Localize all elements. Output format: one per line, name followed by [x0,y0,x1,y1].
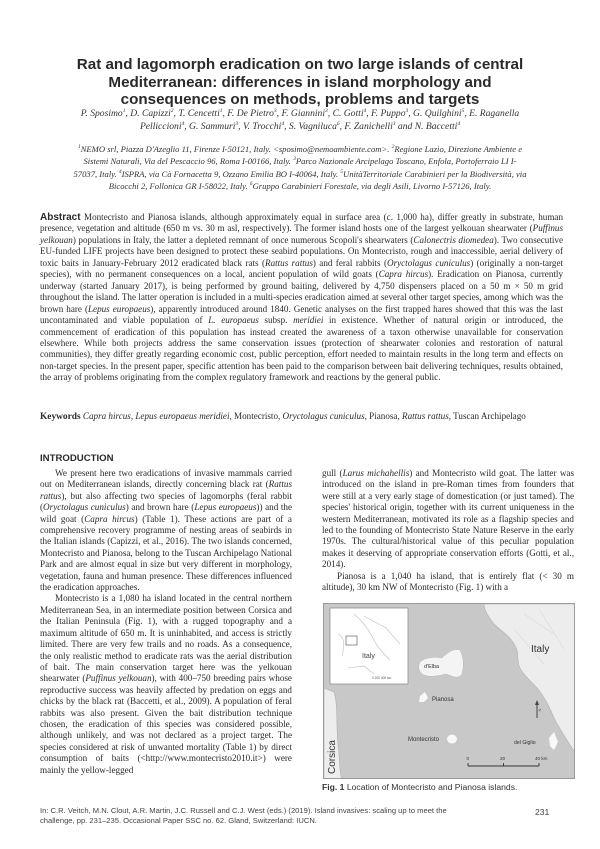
affiliation: UnitàTerritoriale Carabinieri per la Biodiversità, via Bicocchi 2, Follonica GR I-58022, Italy. [108,168,527,191]
montecristo-island [447,735,457,744]
author: T. Cencetti$^1$ [178,107,223,119]
author: G. Sammuri$^3$ [189,121,239,133]
text-run: ) populations in Italy, the latter a depleted remnant of once numerous Scopoli's shearwaters ( [72,234,414,245]
author: S. Vagniluca$^6$ [288,121,340,133]
author: F. De Pietro$^3$ [227,107,277,119]
italic-term: L. europaeus [208,315,259,326]
figure-location-map [323,603,575,779]
italic-term: Rattus rattus, [402,411,452,421]
page-number: 231 [535,807,550,817]
author: F. Zanichelli$^3$ [344,121,396,133]
left-column [40,468,292,776]
affiliation-mark: 2 [391,144,395,151]
text-run: ), with 400–750 breeding pairs whose reproductive success was heavily affected by predation on eggs and chicks by the black rat (Baccetti, et al., 2009). A population of feral rabbits was also present. Given the bait distribution technique chosen, the eradication of this species was considered possible, although unlikely, and was not declared as a project target. The species considered at risk of unwanted mortality (Table 1) by direct consumption of baits (<http://www.montecristo2010.it>) were mainly the yellow-legged [40,673,292,775]
text-run: ) and feral rabbits ( [312,257,387,268]
italic-term: Puffinus yelkouan [85,673,152,684]
author: P. Sposimo$^1$ [80,107,126,119]
paragraph [40,593,292,776]
text-run: )) and the wild goat ( [40,502,292,524]
author: F. Giannini$^3$ [281,107,328,119]
author-affiliation-mark: 4 [281,121,285,128]
italic-term: meridiei [293,315,324,326]
italic-term: Lepus europaeus [87,303,151,314]
author-affiliation-mark: 3 [392,121,396,128]
keywords-label: Keywords [40,412,81,422]
author-affiliation-mark: 4 [181,121,185,128]
italic-term: Capra hircus [84,513,135,524]
paper-title: Rat and lagomorph eradication on two large islands of central Mediterranean: differences in island morphology and consequences on methods, problems and targets [76,56,524,108]
label-corsica: Corsica [327,740,338,774]
author-list: P. Sposimo$^1$, D. Capizzi$^2$, T. Cencetti$^1$, F. De Pietro$^3$, F. Giannini$^3$, C. Gotti$^4$, F. Puppo$^3$, G. Quilghini$^5$, E. Raganella Pelliccioni$^4$, G. Sammuri$^3$, V. Trocchi$^4$, S. Vagniluca$^6$, F. Zanichelli$^3$ and N. Baccetti$^4$ [80,107,520,133]
inset-map [330,608,408,684]
italic-term: Oryctolagus cuniculus, [282,411,367,421]
paragraph [322,468,574,571]
author-affiliation-mark: 2 [170,107,174,114]
italic-term: Oryctolagus cuniculus [387,257,471,268]
affiliation: Parco Nazionale Arcipelago Toscano, Enfola, Portoferraio LI I-57037, Italy. [73,156,517,179]
affiliation: ISPRA, via Cà Fornacetta 9, Ozzano Emilia BO I-40064, Italy. [121,168,341,179]
citation-footer: In: C.R. Veitch, M.N. Clout, A.R. Martin, J.C. Russell and C.J. West (eds.) (2019). Island invasives: scaling up to meet the challenge, pp. 231–235. Occasional Paper SSC no. 62. Gland, Switzerland: IUCN. [40,806,447,825]
italic-term: Calonectris diomedea [413,234,494,245]
figure-caption-text: Location of Montecristo and Pianosa islands. [344,782,518,792]
author: V. Trocchi$^4$ [242,121,285,133]
author: D. Capizzi$^2$ [130,107,174,119]
author-affiliation-mark: 5 [461,107,465,114]
text-run: ). Two consecutive EU-funded LIFE projects have been designed to protect these seabird populations. On Montecristo, rough and inaccessible, aerial delivery of toxic baits in January-February 2012 eradicated black rats ( [40,234,563,268]
text-run: gull ( [322,468,343,478]
scale-tick-0: 0 [466,756,470,761]
author: E. Raganella Pelliccioni$^4$ [139,108,520,133]
keywords-body [81,411,526,421]
scale-tick-40: 40 km [535,756,548,761]
affiliation-mark: 5 [340,168,343,175]
text-run: ). Eradication on Pianosa, currently underway (started January 2017), is being performed by ground baiting, delivered by 4,750 dispensers placed on a 50 m × 50 m grid throughout the island. The latter operation is included in a multi-species eradication aimed at several other target species, among which was the brown hare ( [40,269,563,314]
author-affiliation-mark: 3 [235,121,239,128]
affiliation: NEMO srl, Piazza D'Azeglio 11, Firenze I-50121, Italy. <sposimo@nemoambiente.com>. [80,144,392,154]
inset-label-italy: Italy [362,653,375,660]
label-giglio: del Giglio [514,740,536,746]
italic-term: Lepus europaeus [194,502,257,513]
paragraph [322,571,574,594]
affiliation-mark: 4 [118,168,122,175]
label-elba: d'Elba [424,664,440,670]
text-run: Montecristo and Pianosa islands, although approximately equal in surface area (c. 1,000 ha), differ greatly in substrate, human presence, vegetation and altitude (650 m vs. 30 m asl, respectively). The former island hosts one of the largest yelkouan shearwater ( [40,212,563,234]
scale-tick-20: 20 [500,756,506,761]
italic-term: Capra hircus, Lepus europaeus meridiei [82,411,230,421]
text-run: Montecristo is a 1,080 ha island located in the central northern Mediterranean Sea, in an intermediate position between Corsica and the Italian Peninsula (Fig. 1), with a rugged topography and a maximum altitude of 650 m. It is uninhabited, and access is strictly limited. There are very few trails and no roads. As a consequence, the only realistic method to eradicate rats was the aerial distribution of bait. The main conservation target here was the yelkouan shearwater ( [40,593,292,684]
italic-term: Rattus rattus [40,479,292,501]
label-pianosa: Pianosa [432,697,454,703]
italic-term: Rattus rattus [265,257,313,268]
inset-frame [330,608,408,684]
affiliation: Gruppo Carabinieri Forestale, via degli Asili, Livorno I-57126, Italy. [252,180,492,191]
abstract-body [40,212,563,382]
text-run: We present here two eradications of invasive mammals carried out on Mediterranean islands, directly concerning black rat ( [40,468,292,490]
author-affiliation-mark: 3 [325,107,328,114]
label-italy: Italy [531,644,550,655]
abstract-label: Abstract [40,212,81,223]
text-run: Pianosa is a 1,040 ha island, that is entirely flat (< 30 m altitude), 30 km NW of Montecristo (Fig. 1) with a [322,570,574,593]
text-run: , Montecristo, [229,411,283,421]
affiliation: Regione Lazio, Direzione Ambiente e Sistemi Naturali, Via del Pescaccio 96, Roma I-00166, Italy. [83,144,523,167]
inset-scale: 0 200 400 km [372,676,392,680]
text-run: ) (Table 1). These actions are part of a comprehensive recovery programme of nesting areas of seabirds in the Italian islands (Capizzi, et al., 2016). The two islands concerned, Montecristo and Pianosa, belong to the Tuscan Archipelago National Park and are almost equal in size but very different in morphology, vegetation, fauna and human presence. These differences influenced the eradication approaches. [40,513,292,593]
author-affiliation-mark: 4 [363,107,367,114]
figure-caption-label: Fig. 1 [322,782,345,792]
author: N. Baccetti$^4$ [414,121,461,133]
affiliation-mark: 1 [77,144,81,151]
affiliation-mark: 6 [249,181,253,188]
label-montecristo: Montecristo [408,737,440,743]
affiliations [72,143,528,192]
keywords [40,411,563,423]
text-run: ), apparently introduced around 1840. Genetic analyses on the first trapped hares showed that this was the last uncontaminated and viable population of [40,303,563,326]
italic-term: Larus michahellis [342,468,410,478]
author-affiliation-mark: 3 [273,107,277,114]
section-heading-introduction: INTRODUCTION [40,453,114,464]
map [324,604,575,779]
author: G. Quilghini$^5$ [413,107,465,119]
italic-term: Oryctolagus cuniculus [43,502,126,513]
text-run: in existence. Whether of natural origin or introduced, the commencement of eradication of this population has instead created the awareness of a taxon otherwise unavailable for conservation elsewhere. While both projects address the same conservation issues (protection of shearwater colonies and restoration of natural communities), they differ greatly regarding economic cost, public perception, effort needed to maintain results in the long term and effects on non-target species. In the present paper, specific attention has been paid to the comparison between bait delivering techniques, results obtained, the array of problems originating from the complex regulatory framework and reactions by the general public. [40,315,564,383]
text-run: subsp. [258,315,294,326]
text-run: ) (originally a non-target species), with no permanent consequences on a local, ancient population of wild goats ( [40,257,564,280]
text-run: ), but also affecting two species of lagomorphs (feral rabbit ( [40,490,292,513]
svg-text:N: N [537,708,542,712]
text-run: Pianosa, [366,411,403,421]
author-affiliation-mark: 3 [405,107,409,114]
paragraph [40,468,292,593]
author-affiliation-mark: 1 [122,107,126,114]
author-affiliation-mark: 4 [457,121,461,128]
right-column [322,468,574,593]
abstract [40,212,563,384]
author: F. Puppo$^3$ [371,107,409,119]
italic-term: Capra hircus [378,269,429,280]
italic-term: Puffinus yelkouan [40,223,563,245]
text-run: ) and Montecristo wild goat. The latter was introduced on the island in pre-Roman times from founders that were still at a very early stage of domestication (or just tamed). The species' historical origin, together with its current uniqueness in the western Mediterranean, motivated its role as a flagship species and led to the founding of Montecristo State Nature Reserve in the early 1970s. The cultural/historical value of this peculiar population makes it deserving of appropriate conservation efforts (Gotti, et al., 2014). [322,468,575,570]
text-run: Tuscan Archipelago [451,411,526,421]
text-run: ) and brown hare ( [125,502,195,513]
author-affiliation-mark: 6 [336,121,340,128]
figure-caption [322,782,582,792]
author: C. Gotti$^4$ [332,107,367,119]
author-affiliation-mark: 1 [219,107,223,114]
affiliation-mark: 3 [293,156,296,163]
